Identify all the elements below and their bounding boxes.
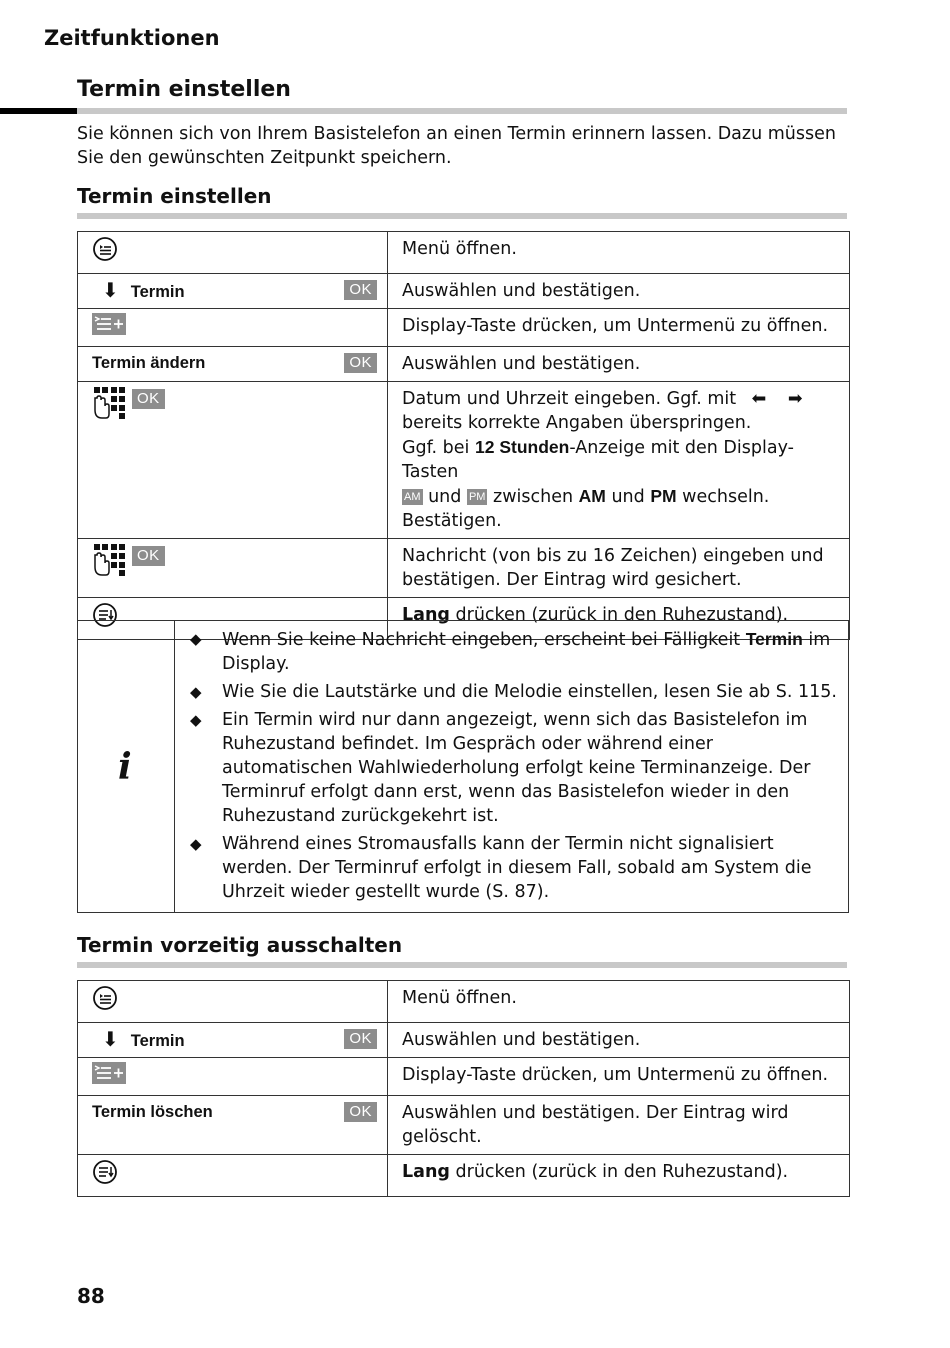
desc-text: bereits korrekte Angaben überspringen. xyxy=(402,413,752,433)
am-label: AM xyxy=(578,486,606,506)
key-label: Termin xyxy=(130,1032,185,1050)
key-label: Termin ändern xyxy=(92,354,206,372)
ok-key: OK xyxy=(344,280,377,300)
ok-key: OK xyxy=(344,1029,377,1049)
table-row xyxy=(78,382,850,539)
desc-text: wechseln. xyxy=(682,487,770,507)
bullet-diamond-icon: ◆ xyxy=(190,630,202,648)
desc-bold: Lang xyxy=(402,1162,450,1182)
list-item xyxy=(190,708,840,828)
info-bold: Termin xyxy=(745,629,803,649)
info-box xyxy=(77,620,849,913)
section-title: Zeitfunktionen xyxy=(44,26,220,50)
display-key-label: 12 Stunden xyxy=(475,437,570,457)
set-heading: Termin einstellen xyxy=(77,184,272,208)
left-arrow-icon: ⬅ xyxy=(751,389,767,409)
table-row xyxy=(78,309,850,347)
desc-text: zwischen xyxy=(493,487,574,507)
desc-cell: Display-Taste drücken, um Untermenü zu öffnen. xyxy=(388,1058,850,1096)
key-cell xyxy=(78,1023,388,1058)
desc-cell: Menü öffnen. xyxy=(388,981,850,1023)
info-text: Ein Termin wird nur dann angezeigt, wenn sich das Basistelefon im Ruhezustand befindet. Im Gespräch oder während einer automatischen Wahlwiederholung erfolgt keine Terminanzeige. Der Terminruf erfolgt dann erst, wenn das Basistelefon wieder in den Ruhezustand zurückgekehrt ist. xyxy=(222,710,811,826)
info-text: Wenn Sie keine Nachricht eingeben, erscheint bei Fälligkeit xyxy=(222,630,746,650)
right-arrow-icon: ➡ xyxy=(787,389,803,409)
desc-cell xyxy=(388,382,850,539)
title-rule-black xyxy=(0,108,77,114)
table-row xyxy=(78,1023,850,1058)
set-steps-table xyxy=(77,231,850,640)
key-cell xyxy=(78,309,388,347)
desc-cell: Nachricht (von bis zu 16 Zeichen) eingeben und bestätigen. Der Eintrag wird gesichert. xyxy=(388,539,850,598)
bullet-diamond-icon: ◆ xyxy=(190,711,202,729)
info-text: Wie Sie die Lautstärke und die Melodie einstellen, lesen Sie ab S. 115. xyxy=(222,682,837,702)
desc-cell: Display-Taste drücken, um Untermenü zu öffnen. xyxy=(388,309,850,347)
desc-bold: Lang xyxy=(402,605,450,625)
desc-text: Bestätigen. xyxy=(402,511,502,531)
table-row xyxy=(78,347,850,382)
info-list xyxy=(190,627,840,908)
submenu-icon xyxy=(92,313,126,342)
menu-icon xyxy=(92,236,118,269)
keypad-icon xyxy=(92,543,126,584)
title-rule xyxy=(77,108,847,114)
desc-cell: Auswählen und bestätigen. Der Eintrag wird gelöscht. xyxy=(388,1096,850,1155)
desc-text: drücken (zurück in den Ruhezustand). xyxy=(449,605,789,625)
desc-cell: Menü öffnen. xyxy=(388,232,850,274)
info-icon: i xyxy=(118,746,132,788)
desc-cell xyxy=(388,1155,850,1197)
desc-text: und xyxy=(611,487,645,507)
desc-text: Ggf. bei xyxy=(402,438,470,458)
key-cell xyxy=(78,981,388,1023)
bullet-diamond-icon: ◆ xyxy=(190,835,202,853)
pm-softkey: PM xyxy=(468,491,486,503)
list-item xyxy=(190,680,840,704)
table-row xyxy=(78,981,850,1023)
key-cell xyxy=(78,347,388,382)
am-softkey: AM xyxy=(404,491,421,503)
table-row xyxy=(78,1096,850,1155)
down-arrow-icon: ⬇ xyxy=(102,1027,119,1051)
ok-key: OK xyxy=(132,389,165,409)
keypad-icon xyxy=(92,386,126,427)
desc-text: drücken (zurück in den Ruhezustand). xyxy=(449,1162,789,1182)
ok-key: OK xyxy=(132,546,165,566)
key-cell xyxy=(78,274,388,309)
off-heading: Termin vorzeitig ausschalten xyxy=(77,933,403,957)
pm-label: PM xyxy=(650,486,677,506)
bullet-diamond-icon: ◆ xyxy=(190,683,202,701)
page-title: Termin einstellen xyxy=(77,77,291,102)
page-number: 88 xyxy=(77,1284,105,1308)
info-text: im Display. xyxy=(222,630,831,674)
desc-cell: Auswählen und bestätigen. xyxy=(388,347,850,382)
ok-key: OK xyxy=(344,353,377,373)
desc-cell: Auswählen und bestätigen. xyxy=(388,1023,850,1058)
list-item xyxy=(190,627,840,676)
key-cell xyxy=(78,232,388,274)
submenu-icon xyxy=(92,1062,126,1091)
table-row xyxy=(78,274,850,309)
down-arrow-icon: ⬇ xyxy=(102,278,119,302)
key-cell xyxy=(78,1096,388,1155)
info-text: Während eines Stromausfalls kann der Termin nicht signalisiert werden. Der Terminruf erfolgt in diesem Fall, sobald am System die Uhrzeit wieder gestellt wurde (S. 87). xyxy=(222,834,812,902)
off-heading-rule xyxy=(77,962,847,968)
key-cell xyxy=(78,382,388,539)
info-icon-cell xyxy=(78,621,175,912)
table-row xyxy=(78,1155,850,1197)
set-heading-rule xyxy=(77,213,847,219)
desc-text: -Anzeige mit den Display-Tasten xyxy=(402,438,794,482)
table-row xyxy=(78,232,850,274)
end-call-icon xyxy=(92,1159,118,1192)
key-cell xyxy=(78,539,388,598)
desc-text: Datum und Uhrzeit eingeben. Ggf. mit xyxy=(402,389,737,409)
key-cell xyxy=(78,1058,388,1096)
key-label: Termin löschen xyxy=(92,1103,213,1121)
key-label: Termin xyxy=(130,283,185,301)
ok-key: OK xyxy=(344,1102,377,1122)
off-steps-table xyxy=(77,980,850,1197)
desc-cell: Auswählen und bestätigen. xyxy=(388,274,850,309)
menu-icon xyxy=(92,985,118,1018)
intro-text: Sie können sich von Ihrem Basistelefon an einen Termin erinnern lassen. Dazu müssen Sie den gewünschten Zeitpunkt speichern. xyxy=(77,124,836,168)
table-row xyxy=(78,539,850,598)
list-item xyxy=(190,832,840,904)
key-cell xyxy=(78,1155,388,1197)
desc-text: und xyxy=(428,487,462,507)
table-row xyxy=(78,1058,850,1096)
